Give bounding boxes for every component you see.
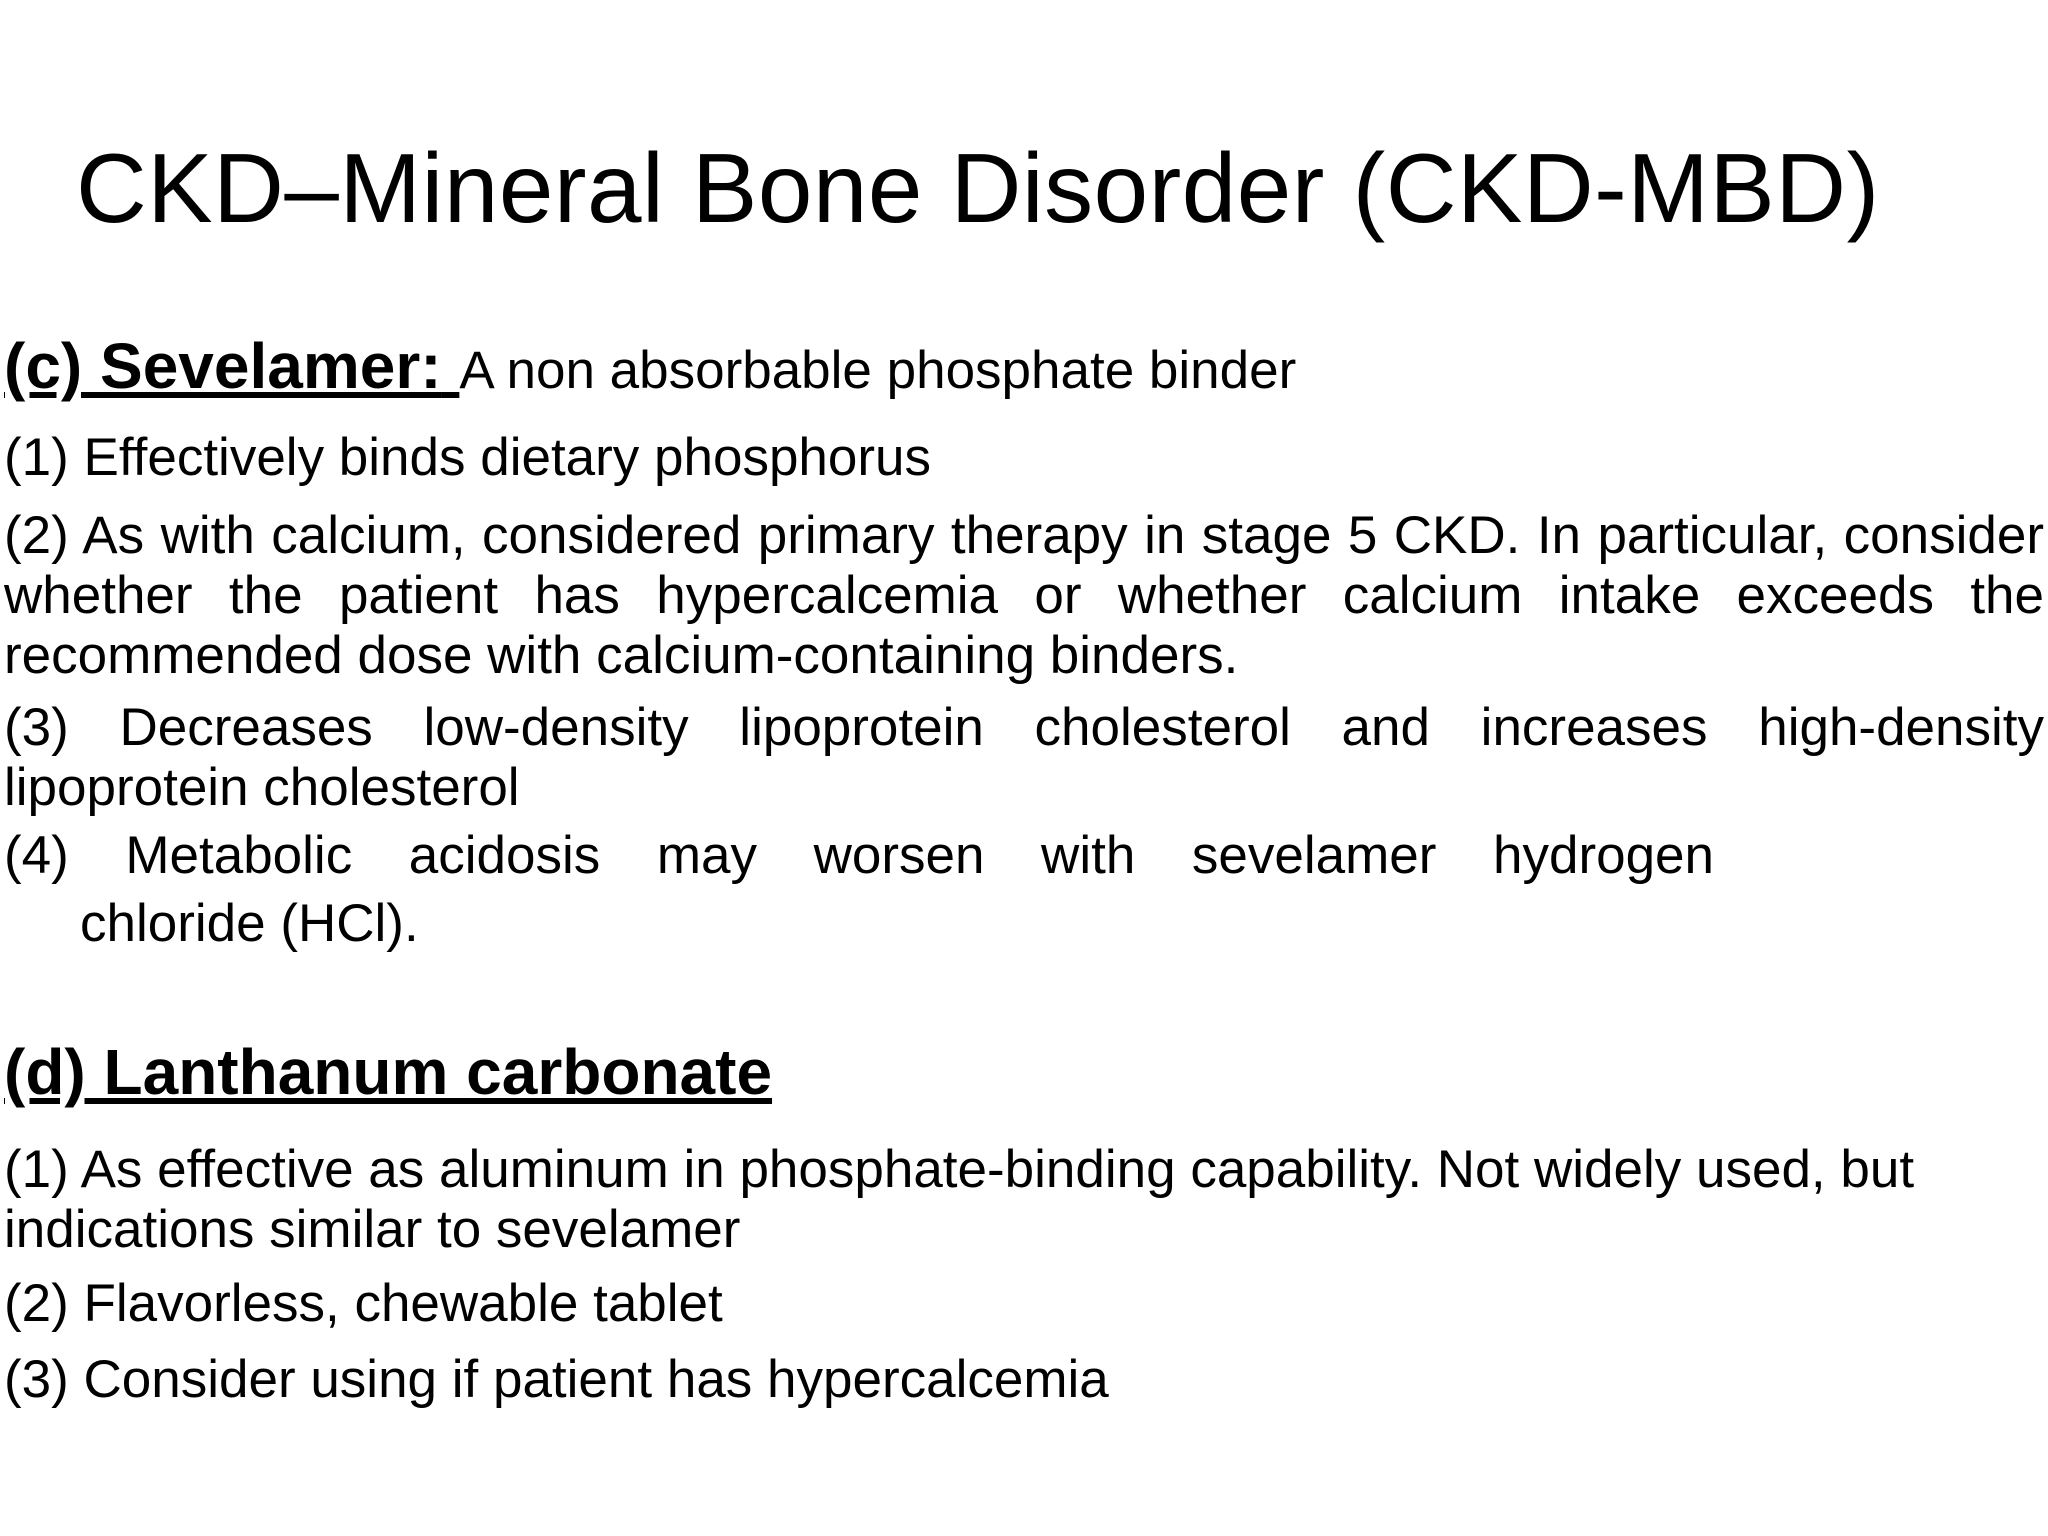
sevelamer-item-4-continuation: chloride (HCl). <box>80 894 419 953</box>
list-item <box>4 826 1714 886</box>
lanthanum-item-2: (2) Flavorless, chewable tablet <box>4 1274 723 1333</box>
section-description-sevelamer: A non absorbable phosphate binder <box>459 341 1297 400</box>
slide-title: CKD–Mineral Bone Disorder (CKD-MBD) <box>76 133 1880 243</box>
sevelamer-item-4: (4) Metabolic acidosis may worsen with sevelamer hydrogen <box>4 826 1714 885</box>
list-item <box>4 698 2044 818</box>
section-heading-sevelamer: (c) Sevelamer: <box>4 330 442 402</box>
list-item <box>4 1274 2044 1334</box>
lanthanum-item-1: (1) As effective as aluminum in phosphate-binding capability. Not widely used, but indications similar to sevelamer <box>4 1140 1915 1259</box>
sevelamer-item-2: (2) As with calcium, considered primary therapy in stage 5 CKD. In particular, consider whether the patient has hypercalcemia or whether calcium intake exceeds the recommended dose with calcium-containing binders. <box>4 506 2044 685</box>
list-item <box>4 428 2044 488</box>
sevelamer-item-1: (1) Effectively binds dietary phosphorus <box>4 428 932 487</box>
section-heading-lanthanum: (d) Lanthanum carbonate <box>4 1036 773 1108</box>
list-item <box>4 1140 1994 1260</box>
list-item <box>4 506 2044 686</box>
sevelamer-item-3: (3) Decreases low-density lipoprotein cholesterol and increases high-density lipoprotein cholesterol <box>4 698 2044 817</box>
list-item <box>4 1350 2044 1410</box>
list-item-continuation <box>4 894 2048 954</box>
section-lanthanum-heading-line <box>4 1036 2044 1108</box>
section-sevelamer-heading-line <box>4 330 2044 402</box>
lanthanum-item-3: (3) Consider using if patient has hypercalcemia <box>4 1350 1109 1409</box>
